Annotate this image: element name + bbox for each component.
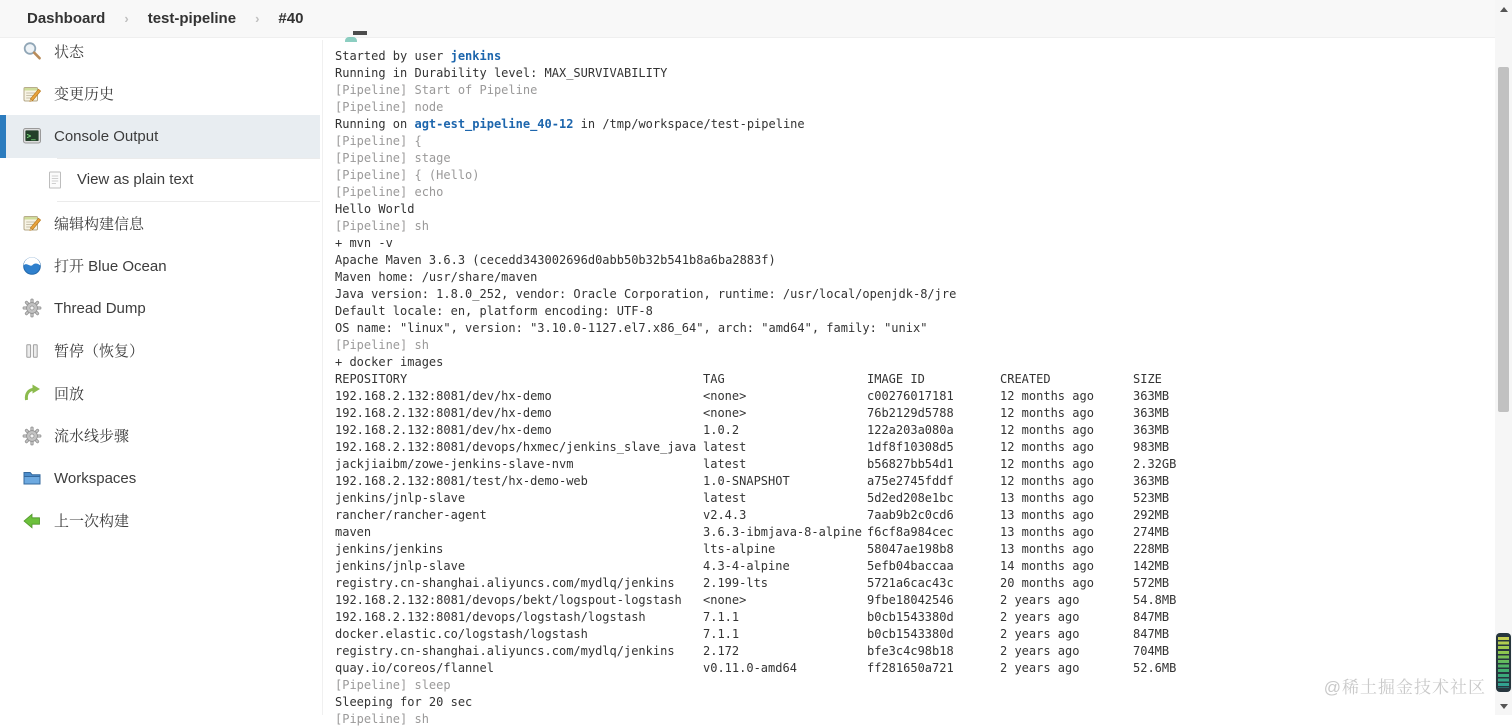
console-log: [322, 40, 1495, 726]
svg-text:>_: >_: [26, 131, 36, 141]
magnifier-icon: [22, 41, 42, 61]
docker-table-header: [335, 371, 1495, 388]
docker-table-cell: registry.cn-shanghai.aliyuncs.com/mydlq/jenkins: [335, 576, 675, 590]
console-text: Java version: 1.8.0_252, vendor: Oracle Corporation, runtime: /usr/local/openjdk-8/jre: [335, 287, 957, 301]
sidebar-item-console-output[interactable]: [0, 115, 320, 158]
console-line: [335, 235, 1495, 252]
docker-table-cell: 192.168.2.132:8081/devops/hxmec/jenkins_slave_java: [335, 440, 697, 454]
docker-table-row: [335, 473, 1495, 490]
sidebar-item-label: Workspaces: [54, 469, 137, 487]
docker-table-cell: 192.168.2.132:8081/dev/hx-demo: [335, 406, 552, 420]
console-text: Apache Maven 3.6.3 (cecedd343002696d0abb50b32b541b8a6ba2883f): [335, 253, 776, 267]
docker-table-cell: f6cf8a984cec: [867, 525, 954, 539]
docker-table-cell: 9fbe18042546: [867, 593, 954, 607]
docker-table-cell: maven: [335, 525, 372, 539]
sidebar-item-workspaces[interactable]: [0, 457, 320, 500]
docker-table-row: [335, 609, 1495, 626]
docker-table-cell: 54.8MB: [1133, 593, 1177, 607]
breadcrumb-build-number[interactable]: #40: [278, 10, 304, 27]
docker-table-cell: 192.168.2.132:8081/dev/hx-demo: [335, 389, 552, 403]
docker-table-cell: 192.168.2.132:8081/test/hx-demo-web: [335, 474, 588, 488]
docker-table-cell: 1.0.2: [703, 423, 740, 437]
console-text: Running on: [335, 117, 415, 131]
console-line: [335, 99, 1495, 116]
terminal-icon: [22, 126, 42, 146]
docker-table-cell: lts-alpine: [703, 542, 776, 556]
pause-icon: [22, 341, 42, 361]
docker-table-cell: b0cb1543380d: [867, 610, 954, 624]
docker-table-cell: quay.io/coreos/flannel: [335, 661, 494, 675]
console-line: [335, 694, 1495, 711]
console-line: [335, 320, 1495, 337]
docker-table-cell: 363MB: [1133, 474, 1170, 488]
docker-table-cell: 12 months ago: [1000, 389, 1094, 403]
docker-table-cell: v2.4.3: [703, 508, 747, 522]
docker-table-cell: c00276017181: [867, 389, 954, 403]
docker-table-row: [335, 660, 1495, 677]
docker-table-header-cell: CREATED: [1000, 372, 1051, 386]
sidebar-item-pipeline-steps[interactable]: [0, 415, 320, 458]
scrollbar-down-arrow-icon[interactable]: [1495, 699, 1512, 713]
gear-icon: [22, 426, 42, 446]
docker-table-row: [335, 558, 1495, 575]
docker-table-cell: latest: [703, 440, 747, 454]
watermark: @稀土掘金技术社区: [1323, 678, 1486, 697]
console-line: [335, 65, 1495, 82]
breadcrumb-dashboard[interactable]: Dashboard: [27, 10, 106, 27]
sidebar: [0, 38, 320, 715]
console-text: [Pipeline] node: [335, 100, 444, 114]
docker-table-cell: 5721a6cac43c: [867, 576, 954, 590]
sidebar-item-label: 回放: [54, 385, 85, 403]
docker-table-cell: bfe3c4c98b18: [867, 644, 954, 658]
docker-table-cell: 12 months ago: [1000, 406, 1094, 420]
docker-table-row: [335, 490, 1495, 507]
docker-table-cell: 192.168.2.132:8081/dev/hx-demo: [335, 423, 552, 437]
docker-table-row: [335, 524, 1495, 541]
console-line: [335, 48, 1495, 65]
replay-icon: [22, 383, 42, 403]
console-line: [335, 82, 1495, 99]
sidebar-item-label: 流水线步骤: [54, 428, 130, 446]
docker-table-row: [335, 626, 1495, 643]
console-line: [335, 269, 1495, 286]
sidebar-item-pause-resume[interactable]: [0, 330, 320, 373]
docker-table-cell: 192.168.2.132:8081/devops/logstash/logstash: [335, 610, 646, 624]
console-line: [335, 116, 1495, 133]
docker-table-cell: 142MB: [1133, 559, 1170, 573]
sidebar-item-label: Console Output: [54, 127, 159, 145]
docker-table-cell: 20 months ago: [1000, 576, 1094, 590]
breadcrumb: [0, 0, 1512, 38]
console-text: Hello World: [335, 202, 415, 216]
scrollbar[interactable]: [1495, 0, 1512, 715]
docker-table-cell: 58047ae198b8: [867, 542, 954, 556]
docker-table-row: [335, 507, 1495, 524]
breadcrumb-separator-icon: ›: [255, 11, 260, 26]
docker-table-cell: 847MB: [1133, 627, 1170, 641]
docker-table-cell: 7.1.1: [703, 610, 740, 624]
docker-table-row: [335, 422, 1495, 439]
sidebar-item-label: 暂停（恢复）: [54, 343, 145, 361]
folder-icon: [22, 468, 42, 488]
sidebar-item-label: 编辑构建信息: [54, 215, 145, 233]
docker-table-cell: 7aab9b2c0cd6: [867, 508, 954, 522]
docker-table-cell: a75e2745fddf: [867, 474, 954, 488]
docker-table-cell: jenkins/jnlp-slave: [335, 491, 466, 505]
docker-table-header-cell: SIZE: [1133, 372, 1162, 386]
docker-table-cell: latest: [703, 491, 747, 505]
console-line: [335, 201, 1495, 218]
sidebar-item-label: 状态: [54, 43, 85, 61]
console-text: [Pipeline] echo: [335, 185, 444, 199]
docker-table-row: [335, 541, 1495, 558]
sidebar-item-label: 上一次构建: [54, 513, 130, 531]
docker-table-cell: jenkins/jnlp-slave: [335, 559, 466, 573]
sidebar-item-view-as-plain-text[interactable]: [0, 159, 320, 202]
docker-table-header-cell: REPOSITORY: [335, 372, 408, 386]
docker-table-cell: ff281650a721: [867, 661, 954, 675]
docker-table-cell: 847MB: [1133, 610, 1170, 624]
docker-table-cell: 13 months ago: [1000, 491, 1094, 505]
console-line: [335, 303, 1495, 320]
docker-table-cell: 12 months ago: [1000, 440, 1094, 454]
docker-table-cell: b56827bb54d1: [867, 457, 954, 471]
sidebar-item-label: 变更历史: [54, 86, 115, 104]
docker-table-cell: 2 years ago: [1000, 627, 1080, 641]
docker-table-cell: 1.0-SNAPSHOT: [703, 474, 790, 488]
gear-icon: [22, 298, 42, 318]
notepad-pencil-icon: [22, 84, 42, 104]
console-text: + mvn -v: [335, 236, 393, 250]
sidebar-item-previous-build[interactable]: [0, 500, 320, 543]
docker-table-cell: 2 years ago: [1000, 661, 1080, 675]
console-line: [335, 218, 1495, 235]
docker-table-cell: 3.6.3-ibmjava-8-alpine: [703, 525, 862, 539]
scrollbar-thumb[interactable]: [1498, 67, 1509, 412]
console-line: [335, 337, 1495, 354]
console-line: [335, 711, 1495, 728]
docker-table-cell: 228MB: [1133, 542, 1170, 556]
docker-table-cell: 192.168.2.132:8081/devops/bekt/logspout-logstash: [335, 593, 682, 607]
console-line: [335, 167, 1495, 184]
docker-table-row: [335, 592, 1495, 609]
docker-table-cell: jackjiaibm/zowe-jenkins-slave-nvm: [335, 457, 574, 471]
cropped-console-content: [353, 31, 367, 35]
docker-table-cell: 122a203a080a: [867, 423, 954, 437]
docker-table-header-cell: IMAGE ID: [867, 372, 925, 386]
docker-table-cell: latest: [703, 457, 747, 471]
console-text: [Pipeline] sh: [335, 338, 429, 352]
docker-table-cell: 14 months ago: [1000, 559, 1094, 573]
docker-table-cell: b0cb1543380d: [867, 627, 954, 641]
notepad-pencil-icon: [22, 213, 42, 233]
arrow-left-icon: [22, 511, 42, 531]
sidebar-item-changes[interactable]: [0, 73, 320, 116]
console-text: OS name: "linux", version: "3.10.0-1127.el7.x86_64", arch: "amd64", family: "unix": [335, 321, 928, 335]
console-text: [Pipeline] Start of Pipeline: [335, 83, 538, 97]
docker-table-header-cell: TAG: [703, 372, 725, 386]
console-text: Default locale: en, platform encoding: UTF-8: [335, 304, 653, 318]
docker-table-cell: docker.elastic.co/logstash/logstash: [335, 627, 588, 641]
console-link[interactable]: agt-est_pipeline_40-12: [414, 117, 574, 131]
docker-table-cell: 2 years ago: [1000, 610, 1080, 624]
docker-table-cell: rancher/rancher-agent: [335, 508, 487, 522]
docker-table-cell: 52.6MB: [1133, 661, 1177, 675]
docker-table-cell: 363MB: [1133, 423, 1170, 437]
docker-table-cell: 5d2ed208e1bc: [867, 491, 954, 505]
docker-table-row: [335, 388, 1495, 405]
console-link[interactable]: jenkins: [450, 49, 502, 63]
docker-table-cell: 13 months ago: [1000, 508, 1094, 522]
docker-table-cell: 2.199-lts: [703, 576, 769, 590]
console-line: [335, 133, 1495, 150]
docker-table-cell: <none>: [703, 389, 747, 403]
blue-ocean-icon: [22, 256, 42, 276]
console-text: [Pipeline] sh: [335, 219, 429, 233]
docker-table-cell: 12 months ago: [1000, 474, 1094, 488]
docker-table-cell: 363MB: [1133, 406, 1170, 420]
console-line: [335, 354, 1495, 371]
docker-table-cell: 704MB: [1133, 644, 1170, 658]
docker-table-cell: 5efb04baccaa: [867, 559, 954, 573]
sidebar-item-edit-build-information[interactable]: [0, 202, 320, 245]
console-text: [Pipeline] sleep: [335, 678, 451, 692]
sidebar-item-replay[interactable]: [0, 372, 320, 415]
console-line: [335, 150, 1495, 167]
docker-table-row: [335, 439, 1495, 456]
console-text: [Pipeline] { (Hello): [335, 168, 480, 182]
docker-table-cell: 4.3-4-alpine: [703, 559, 790, 573]
sidebar-item-open-blue-ocean[interactable]: [0, 245, 320, 288]
scrollbar-minimap-badge: [1496, 633, 1511, 692]
console-text: [Pipeline] {: [335, 134, 422, 148]
docker-table-cell: 2 years ago: [1000, 593, 1080, 607]
console-line: [335, 184, 1495, 201]
docker-table-row: [335, 405, 1495, 422]
console-text: Maven home: /usr/share/maven: [335, 270, 538, 284]
docker-table-cell: 572MB: [1133, 576, 1170, 590]
sidebar-item-thread-dump[interactable]: [0, 287, 320, 330]
docker-table-cell: 2 years ago: [1000, 644, 1080, 658]
docker-table-cell: jenkins/jenkins: [335, 542, 444, 556]
sidebar-item-label: 打开 Blue Ocean: [54, 258, 167, 276]
docker-table-row: [335, 456, 1495, 473]
console-text: Sleeping for 20 sec: [335, 695, 473, 709]
sidebar-item-label: Thread Dump: [54, 299, 146, 317]
breadcrumb-job[interactable]: test-pipeline: [147, 10, 237, 27]
docker-table-cell: <none>: [703, 593, 747, 607]
docker-table-cell: 363MB: [1133, 389, 1170, 403]
docker-table-cell: 274MB: [1133, 525, 1170, 539]
console-text: in /tmp/workspace/test-pipeline: [573, 117, 805, 131]
docker-table-cell: registry.cn-shanghai.aliyuncs.com/mydlq/jenkins: [335, 644, 675, 658]
docker-table-row: [335, 575, 1495, 592]
docker-table-cell: 12 months ago: [1000, 423, 1094, 437]
docker-table-cell: 13 months ago: [1000, 525, 1094, 539]
cropped-console-content: [345, 37, 357, 42]
document-icon: [45, 170, 65, 190]
console-line: [335, 677, 1495, 694]
console-text: + docker images: [335, 355, 444, 369]
docker-table-row: [335, 643, 1495, 660]
docker-table-cell: 7.1.1: [703, 627, 740, 641]
sidebar-item-label: View as plain text: [77, 171, 194, 189]
docker-table-cell: 2.172: [703, 644, 740, 658]
docker-table-cell: <none>: [703, 406, 747, 420]
docker-table-cell: 76b2129d5788: [867, 406, 954, 420]
scrollbar-up-arrow-icon[interactable]: [1495, 2, 1512, 16]
console-text: [Pipeline] stage: [335, 151, 451, 165]
console-text: Running in Durability level: MAX_SURVIVABILITY: [335, 66, 668, 80]
docker-table-cell: 523MB: [1133, 491, 1170, 505]
console-line: [335, 286, 1495, 303]
breadcrumb-separator-icon: ›: [124, 11, 129, 26]
docker-table-cell: v0.11.0-amd64: [703, 661, 797, 675]
docker-table-cell: 983MB: [1133, 440, 1170, 454]
docker-table-cell: 1df8f10308d5: [867, 440, 954, 454]
console-line: [335, 252, 1495, 269]
docker-table-cell: 2.32GB: [1133, 457, 1177, 471]
docker-table-cell: 292MB: [1133, 508, 1170, 522]
console-text: [Pipeline] sh: [335, 712, 429, 726]
console-text: Started by user: [335, 49, 451, 63]
docker-table-cell: 12 months ago: [1000, 457, 1094, 471]
docker-table-cell: 13 months ago: [1000, 542, 1094, 556]
